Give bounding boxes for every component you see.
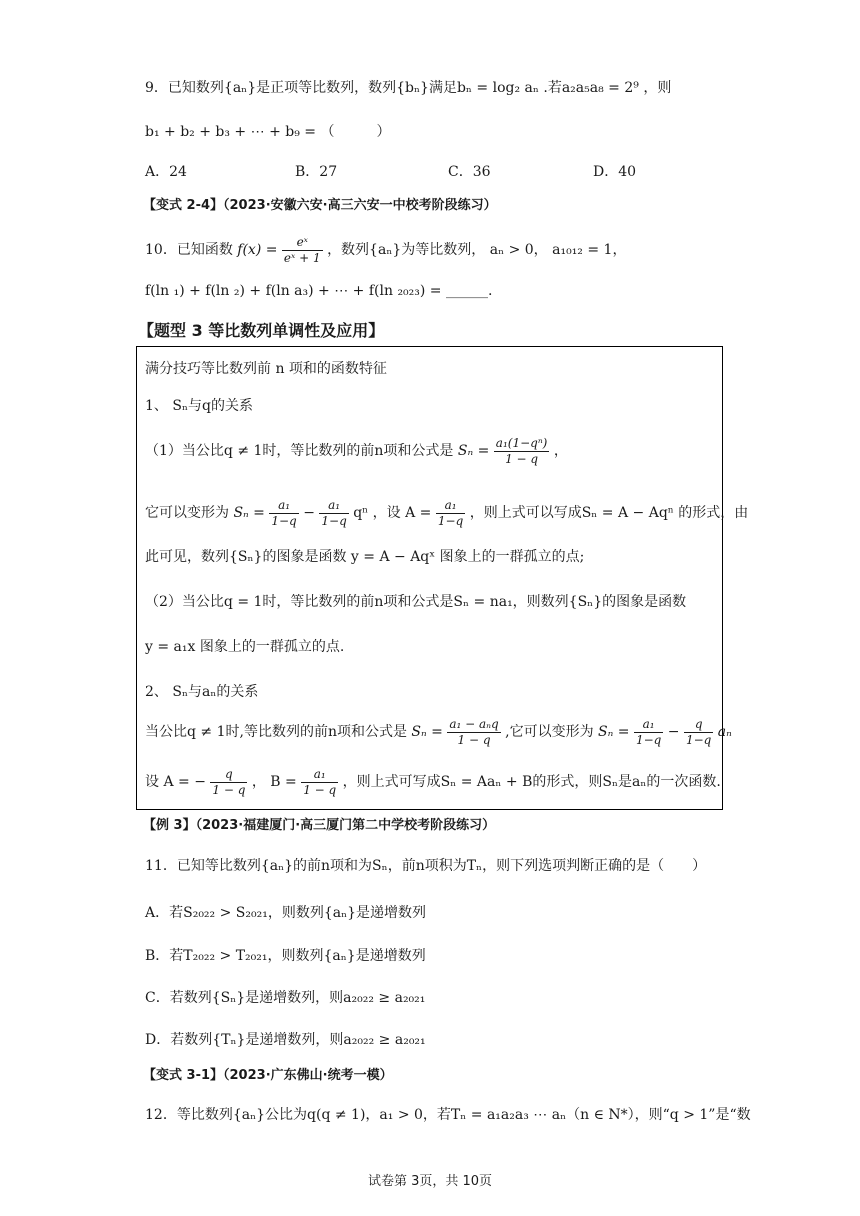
q9-option-a: A．24 <box>145 164 187 180</box>
q10-frac-num: eˣ <box>282 235 323 251</box>
tips-title: 满分技巧等比数列前 n 项和的函数特征 <box>145 361 387 377</box>
topic-3-heading: 【题型 3 等比数列单调性及应用】 <box>138 321 385 340</box>
tips-p4-frac2 <box>301 767 338 798</box>
q10-fraction <box>282 235 323 266</box>
variant-2-4-heading: 【变式 2-4】（2023·安徽六安·高三六安一中校考阶段练习） <box>143 198 497 213</box>
tips-p1b-f2d: 1−q <box>321 513 347 528</box>
tips-p4-mid: ， B = <box>251 774 297 790</box>
tips-p1a-end: ， <box>553 443 568 459</box>
tips-p1b-f2n: a₁ <box>319 498 348 514</box>
tips-p1b-f3d: 1−q <box>437 513 464 528</box>
q11-option-a: A．若S₂₀₂₂ > S₂₀₂₁，则数列{aₙ}是递增数列 <box>145 905 427 921</box>
tips-p3-lhs: Sₙ = <box>411 724 443 740</box>
tips-p3-frac1 <box>634 717 663 748</box>
tips-p3 <box>145 712 732 752</box>
tips-p4-f1n: q <box>210 767 247 783</box>
tips-p3-pre: 当公比q ≠ 1时,等比数列的前n项和公式是 <box>145 724 407 740</box>
tips-p3-num: a₁ − aₙq <box>449 716 499 731</box>
tips-p1b-frac3 <box>436 498 465 529</box>
tips-p3-f2d: 1−q <box>685 732 712 747</box>
tips-p1b-end: ，则上式可以写成Sₙ = A − Aqⁿ 的形式，由 <box>469 505 749 521</box>
tips-p3-mid: ,它可以变形为 <box>505 724 594 740</box>
tips-p3-f1d: 1−q <box>635 732 662 747</box>
tips-p4-f2n: a₁ <box>301 767 338 783</box>
tips-box <box>136 346 749 810</box>
tips-p2a: （2）当公比q = 1时，等比数列的前n项和公式是Sₙ = na₁，则数列{Sₙ}的图象是函数 <box>145 594 687 610</box>
tips-p1b-lhs: Sₙ = <box>233 505 265 521</box>
q11-option-b: B．若T₂₀₂₂ > T₂₀₂₁，则数列{aₙ}是递增数列 <box>145 948 426 964</box>
q10-sum: f(ln ₁) + f(ln ₂) + f(ln a₃) + ⋯ + f(ln ₂₀₂₃) = ______. <box>145 283 493 299</box>
q10-stem <box>145 233 626 267</box>
tips-p3-frac <box>447 717 500 748</box>
tips-p1b-f1n: a₁ <box>269 498 298 514</box>
tips-p3-frac2 <box>684 717 713 748</box>
q12-stem: 12．等比数列{aₙ}公比为q(q ≠ 1)，a₁ > 0，若Tₙ = a₁a₂a₃ ⋯ aₙ（n ∈ N*），则“q > 1”是“数 <box>145 1107 751 1123</box>
tips-p4-frac1 <box>210 767 247 798</box>
tips-p2b: y = a₁x 图象上的一群孤立的点. <box>145 639 345 655</box>
tips-p1b-q: qⁿ ，设 A = <box>353 505 432 521</box>
tips-p1a-num: a₁(1−qⁿ) <box>495 435 548 450</box>
tips-p1a-lhs: Sₙ = <box>457 443 490 459</box>
tips-p1b-f1d: 1−q <box>271 513 297 528</box>
tips-p1a-frac <box>494 436 550 467</box>
tips-p3-minus: − <box>667 724 680 740</box>
tips-p3-f1n: a₁ <box>634 717 663 733</box>
tips-p3-lhs2: Sₙ = <box>598 724 630 740</box>
q9-options <box>145 162 705 182</box>
q9-option-d: D．40 <box>593 164 637 180</box>
q10-prefix: 10．已知函数 <box>145 242 233 258</box>
q10-frac-den: eˣ + 1 <box>283 250 321 265</box>
tips-p4-end: ，则上式可写成Sₙ = Aaₙ + B的形式，则Sₙ是aₙ的一次函数. <box>342 774 721 790</box>
q9-sum: b₁ + b₂ + b₃ + ⋯ + b₉ = （ ） <box>145 124 391 140</box>
tips-p1b-minus: − <box>303 505 315 521</box>
tips-section-1: 1、 Sₙ与q的关系 <box>145 398 253 414</box>
tips-p1a-text: （1）当公比q ≠ 1时，等比数列的前n项和公式是 <box>145 443 454 459</box>
tips-p4-pre: 设 A = − <box>145 774 206 790</box>
tips-p3-f2n: q <box>684 717 713 733</box>
tips-p1b-frac2 <box>319 498 348 529</box>
tips-p1a-den: 1 − q <box>505 451 539 466</box>
tips-p3-den: 1 − q <box>457 732 491 747</box>
example-3-heading: 【例 3】（2023·福建厦门·高三厦门第二中学校考阶段练习） <box>143 818 496 833</box>
tips-p1b-f3n: a₁ <box>436 498 465 514</box>
q11-stem: 11．已知等比数列{aₙ}的前n项和为Sₙ，前n项积为Tₙ，则下列选项判断正确的是（ ） <box>145 858 707 874</box>
q11-option-d: D．若数列{Tₙ}是递增数列，则a₂₀₂₂ ≥ a₂₀₂₁ <box>145 1032 426 1048</box>
tips-p1b-pre: 它可以变形为 <box>145 505 229 521</box>
tips-p1a <box>145 431 568 471</box>
q9-option-c: C．36 <box>448 164 491 180</box>
q10-fdef: f(x) = <box>237 242 278 258</box>
tips-p1b-frac1 <box>269 498 298 529</box>
q9-stem: 9．已知数列{aₙ}是正项等比数列，数列{bₙ}满足bₙ = log₂ aₙ .若a₂a₅a₈ = 2⁹ ，则 <box>145 80 672 96</box>
q9-option-b: B．27 <box>295 164 338 180</box>
tips-p3-end: aₙ <box>717 724 732 740</box>
tips-p1c: 此可见，数列{Sₙ}的图象是函数 y = A − Aqˣ 图象上的一群孤立的点; <box>145 549 585 565</box>
tips-p4-f1d: 1 − q <box>212 782 246 797</box>
q10-suffix: ，数列{aₙ}为等比数列， aₙ > 0， a₁₀₁₂ = 1， <box>327 242 627 258</box>
tips-section-2: 2、 Sₙ与aₙ的关系 <box>145 684 259 700</box>
variant-3-1-heading: 【变式 3-1】（2023·广东佛山·统考一模） <box>143 1068 393 1083</box>
tips-p1b <box>145 493 748 533</box>
tips-p4 <box>145 762 721 802</box>
tips-p4-f2d: 1 − q <box>303 782 337 797</box>
page-footer: 试卷第 3页，共 10页 <box>367 1174 493 1189</box>
q11-option-c: C．若数列{Sₙ}是递增数列，则a₂₀₂₂ ≥ a₂₀₂₁ <box>145 990 426 1006</box>
